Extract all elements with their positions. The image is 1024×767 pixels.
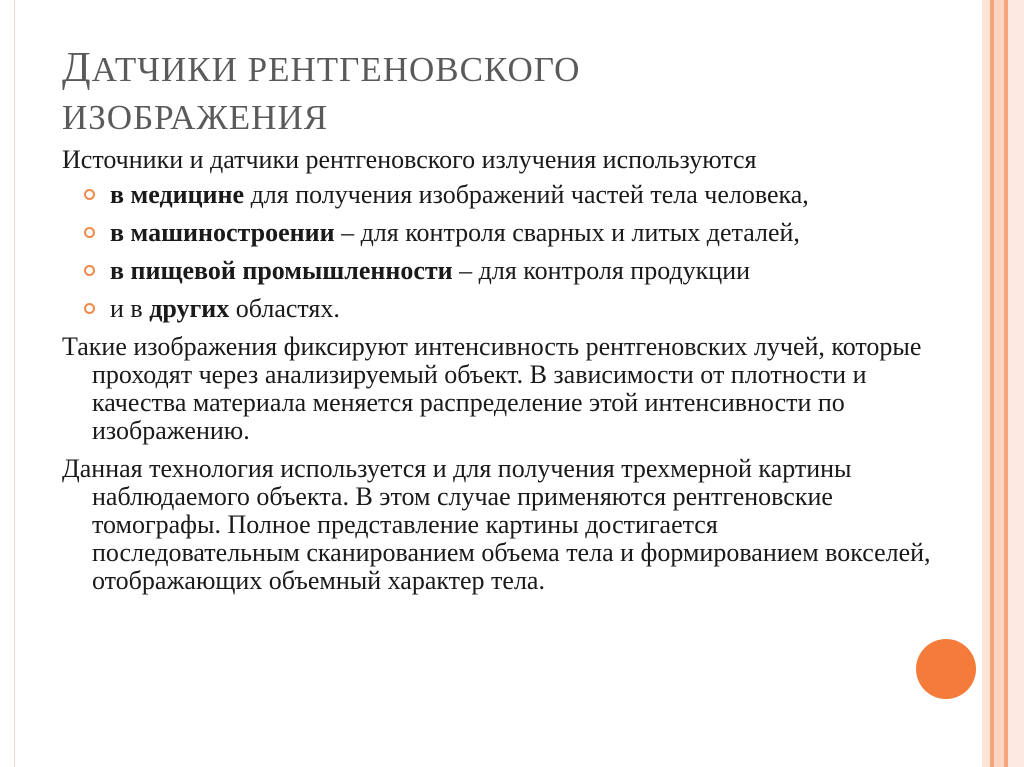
bullet-item-other <box>84 295 932 323</box>
bullet-circle-icon <box>84 265 95 276</box>
decorative-orange-circle <box>916 639 976 699</box>
bullet-circle-icon <box>84 227 95 238</box>
title-line2: ИЗОБРАЖЕНИЯ <box>62 98 329 137</box>
bullet-text: для получения изображений частей тела человека, <box>244 180 809 209</box>
page-title <box>62 44 942 142</box>
stripe <box>1008 0 1024 767</box>
stripe <box>994 0 1004 767</box>
bullet-list <box>62 181 932 323</box>
left-border-line <box>14 0 15 767</box>
paragraph-intensity: Такие изображения фиксируют интенсивность рентгеновских лучей, которые проходят через анализируемый объект. В зависимости от плотности и качества материала меняется распределение этой интенсивности по изображению. <box>62 332 922 445</box>
bullet-text: – для контроля продукции <box>452 256 751 285</box>
bullet-bold-text: в машиностроении <box>110 218 335 247</box>
slide-body <box>62 146 932 602</box>
bullet-circle-icon <box>84 189 95 200</box>
title-first-letter: Д <box>62 45 92 91</box>
bullet-bold-text: в пищевой промышленности <box>110 256 453 285</box>
intro-paragraph: Источники и датчики рентгеновского излучения используются <box>62 145 757 174</box>
bullet-text: – для контроля сварных и литых деталей, <box>334 218 800 247</box>
stripe <box>982 0 990 767</box>
bullet-bold-text: других <box>149 294 230 323</box>
bullet-circle-icon <box>84 303 95 314</box>
bullet-item-engineering <box>84 219 932 247</box>
bullet-item-medicine <box>84 181 932 209</box>
paragraph-tomography: Данная технология используется и для получения трехмерной картины наблюдаемого объекта. В этом случае применяются рентгеновские томографы. Полное представление картины достигается последовательным сканированием объема тела и формированием вокселей, отображающих объемный характер тела. <box>62 454 931 595</box>
title-line1: АТЧИКИ РЕНТГЕНОВСКОГО <box>91 50 581 89</box>
bullet-bold-text: в медицине <box>110 180 245 209</box>
bullet-item-food-industry <box>84 257 932 285</box>
right-decorative-stripes <box>982 0 1024 767</box>
bullet-text: областях. <box>229 294 340 323</box>
bullet-pre-text: и в <box>110 294 150 323</box>
